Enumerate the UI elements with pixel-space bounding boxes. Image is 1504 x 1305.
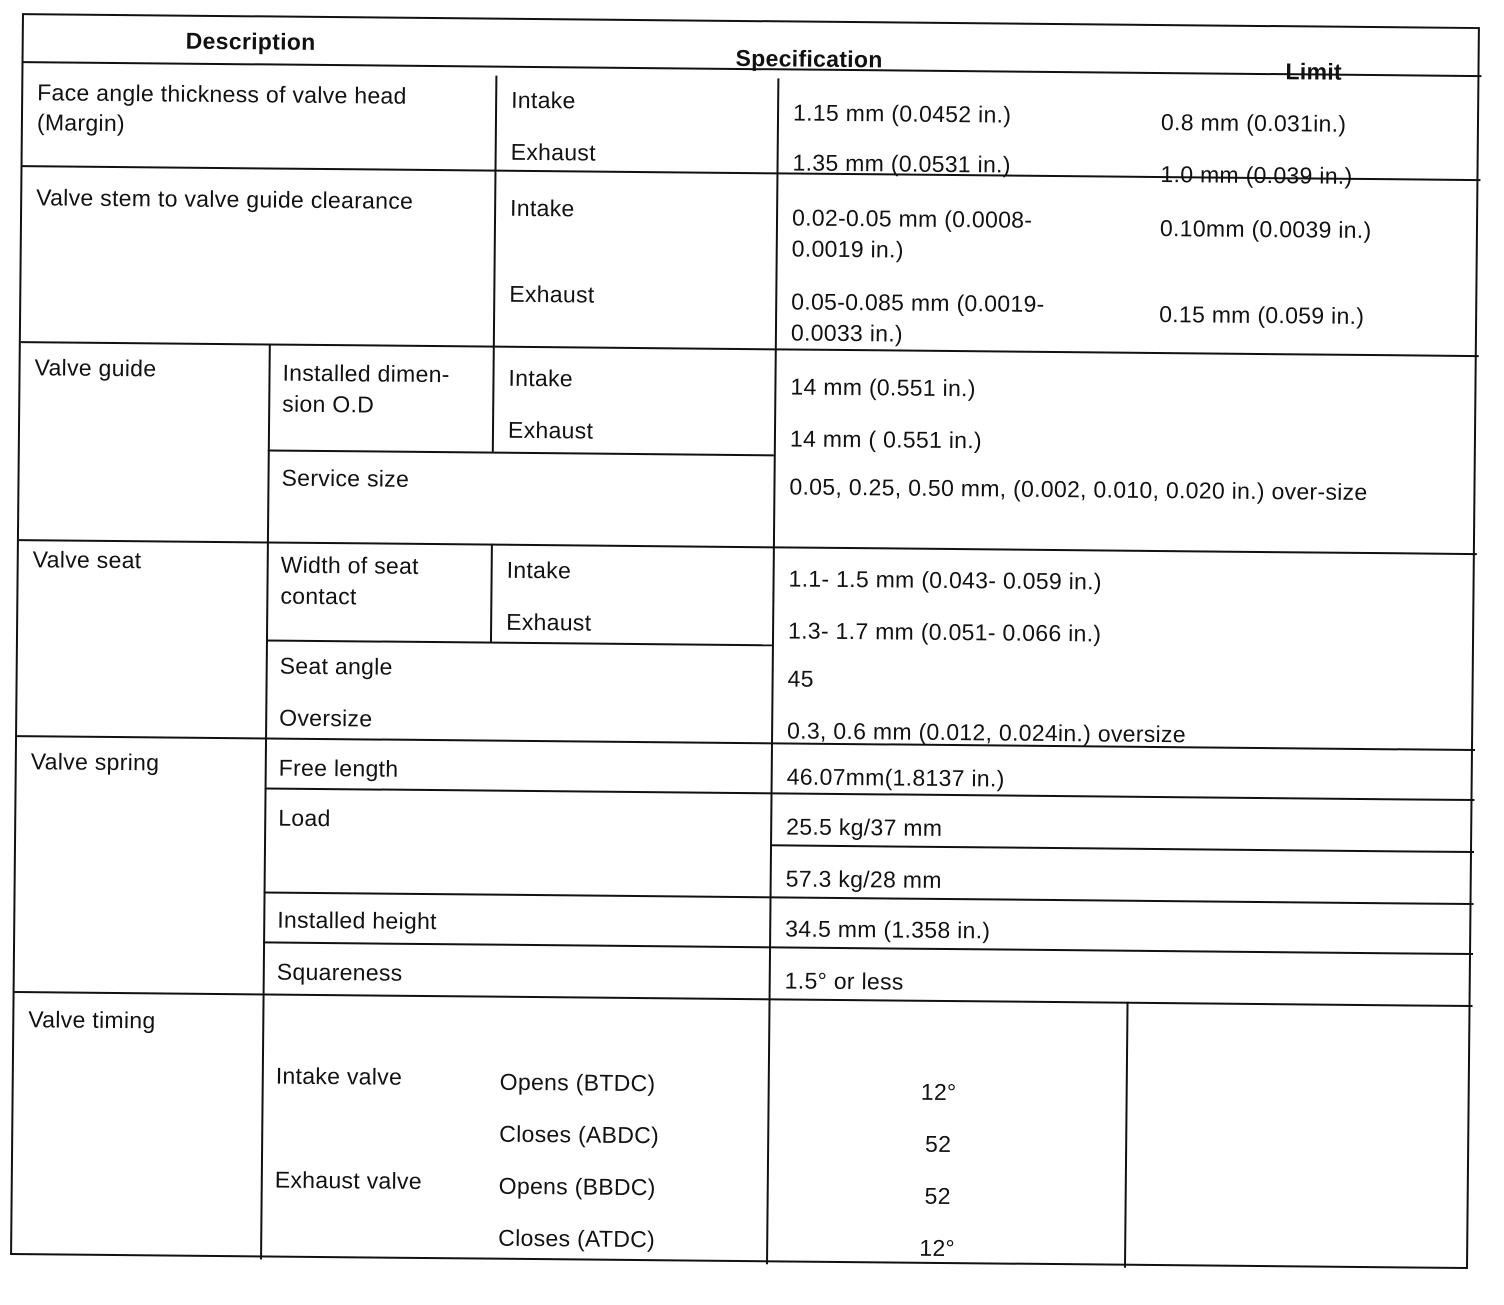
spring-load-spec-1: 25.5 kg/37 mm — [786, 813, 943, 841]
seat-oversize-label: Oversize — [279, 704, 373, 732]
rule-spring-bottom — [15, 991, 1473, 1007]
col-rule-sub — [260, 343, 271, 1259]
spring-squareness-spec: 1.5° or less — [784, 967, 904, 995]
rule-guide-od-bottom — [268, 449, 774, 456]
timing-intake-valve-label: Intake valve — [275, 1062, 403, 1090]
col-rule-guide-intake — [492, 346, 495, 452]
margin-exhaust-limit: 1.0 mm (0.039 in.) — [1160, 161, 1353, 189]
margin-label: Face angle thickness of valve head (Margin) — [36, 79, 407, 137]
col-rule-intake-upper — [493, 76, 498, 348]
margin-intake-label: Intake — [511, 86, 576, 114]
timing-closes-abdc-label: Closes (ABDC) — [499, 1120, 660, 1149]
rule-seat-width-bottom — [266, 639, 772, 646]
margin-intake-spec: 1.15 mm (0.0452 in.) — [792, 99, 1012, 128]
rule-seat-bottom — [17, 735, 1475, 751]
seat-intake-spec: 1.1- 1.5 mm (0.043- 0.059 in.) — [788, 565, 1102, 595]
spring-label: Valve spring — [30, 748, 160, 776]
col-rule-timing-limit — [1124, 1002, 1129, 1268]
timing-opens-btdc-value: 12° — [920, 1078, 957, 1106]
guide-service-size-spec: 0.05, 0.25, 0.50 mm, (0.002, 0.010, 0.020 in.) over-size — [789, 473, 1368, 506]
guide-service-size-label: Service size — [281, 464, 410, 492]
seat-angle-spec: 45 — [787, 665, 814, 692]
clearance-exhaust-limit: 0.15 mm (0.059 in.) — [1159, 301, 1365, 329]
seat-label: Valve seat — [32, 546, 142, 574]
header-description: Description — [185, 27, 316, 55]
seat-intake-label: Intake — [506, 556, 572, 584]
clearance-intake-spec: 0.02-0.05 mm (0.0008-0.0019 in.) — [791, 204, 1033, 263]
seat-width-label: Width of seat contact — [280, 551, 419, 610]
margin-intake-limit: 0.8 mm (0.031in.) — [1160, 109, 1347, 137]
clearance-label: Valve stem to valve guide clearance — [36, 184, 414, 214]
guide-intake-spec: 14 mm (0.551 in.) — [790, 373, 976, 402]
valve-spec-table — [10, 13, 1480, 1269]
timing-closes-atdc-value: 12° — [919, 1234, 956, 1262]
clearance-exhaust-label: Exhaust — [509, 280, 595, 308]
timing-closes-abdc-value: 52 — [924, 1130, 952, 1158]
timing-exhaust-valve-label: Exhaust valve — [274, 1166, 423, 1194]
col-rule-seat-intake — [490, 544, 493, 642]
seat-exhaust-spec: 1.3- 1.7 mm (0.051- 0.066 in.) — [787, 617, 1102, 647]
timing-label: Valve timing — [28, 1006, 156, 1034]
margin-exhaust-spec: 1.35 mm (0.0531 in.) — [792, 149, 1011, 178]
guide-intake-label: Intake — [508, 364, 574, 392]
spring-free-length-spec: 46.07mm(1.8137 in.) — [786, 763, 1005, 792]
timing-opens-bbdc-label: Opens (BBDC) — [498, 1172, 656, 1201]
spring-installed-height-label: Installed height — [277, 906, 437, 935]
timing-opens-bbdc-value: 52 — [924, 1182, 951, 1210]
clearance-intake-label: Intake — [510, 194, 575, 222]
clearance-exhaust-spec: 0.05-0.085 mm (0.0019-0.0033 in.) — [790, 288, 1045, 347]
spring-squareness-label: Squareness — [276, 958, 403, 986]
timing-opens-btdc-label: Opens (BTDC) — [499, 1068, 656, 1097]
guide-label: Valve guide — [34, 354, 157, 382]
margin-exhaust-label: Exhaust — [510, 138, 597, 166]
seat-oversize-spec: 0.3, 0.6 mm (0.012, 0.024in.) oversize — [787, 717, 1187, 748]
col-rule-spec — [766, 78, 779, 1264]
spring-load-spec-2: 57.3 kg/28 mm — [785, 865, 942, 893]
clearance-intake-limit: 0.10mm (0.0039 in.) — [1159, 215, 1372, 244]
header-limit: Limit — [1285, 58, 1343, 85]
timing-closes-atdc-label: Closes (ATDC) — [498, 1224, 656, 1253]
spring-installed-height-spec: 34.5 mm (1.358 in.) — [785, 915, 991, 944]
spring-load-label: Load — [278, 804, 331, 832]
rule-load-middle — [770, 844, 1474, 853]
guide-exhaust-spec: 14 mm ( 0.551 in.) — [789, 425, 983, 454]
header-specification: Specification — [735, 44, 883, 73]
guide-exhaust-label: Exhaust — [507, 416, 594, 444]
seat-angle-label: Seat angle — [279, 652, 393, 680]
spring-free-length-label: Free length — [278, 754, 399, 782]
rule-guide-bottom — [19, 539, 1477, 555]
rule-clearance-bottom — [21, 341, 1479, 357]
seat-exhaust-label: Exhaust — [506, 608, 592, 636]
guide-installed-od-label: Installed dimen-sion O.D — [282, 359, 450, 418]
